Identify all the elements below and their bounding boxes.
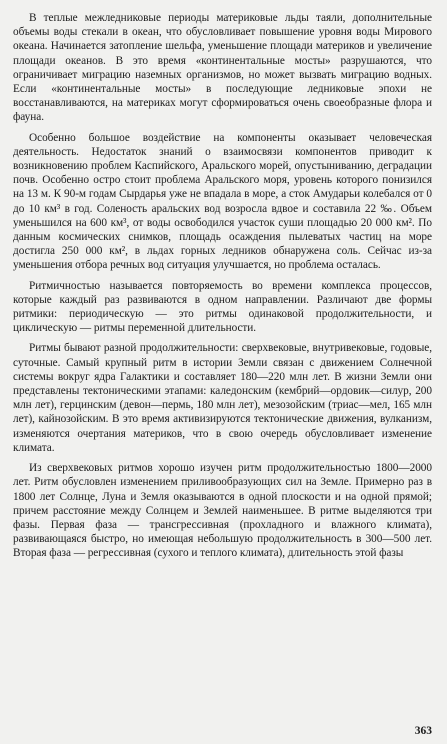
paragraph-interglacial: В теплые межледниковые периоды материковые льды таяли, дополнительные объемы воды стекали в океан, что обусловливает повышение уровня воды Мирового океана. Начинается затопление шельфа, уменьшение площади материков и увеличение площади океанов. В это время «континентальные мосты» разрушаются, что ограничивает миграцию наземных организмов, но может вызвать миграцию водных. Если «континентальные мосты» в последующие ледниковые эпохи не восстанавливаются, на материках могут сформироваться очень своеобразные флора и фауна. [13, 12, 432, 124]
page-number: 363 [414, 725, 432, 737]
paragraph-human-impact: Особенно большое воздействие на компоненты оказывает человеческая деятельность. Недостаток знаний о взаимосвязи компонентов приводит к возникновению проблем Каспийского, Аральского морей, опустыниванию, деградации почв. Особенно остро стоит проблема Аральского моря, уровень которого понизился на 13 м. К 90-м годам Сырдарья уже не впадала в море, а сток Амударьи колебался от 0 до 10 км³ в год. Соленость аральских вод возросла вдвое и составила 22 ‰. Объем уменьшился на 600 км³, от воды освободился участок суши площадью 20 000 км². По данным космических снимков, площадь осаждения пылеватых частиц на море достигла 250 000 км², в льдах горных ледников обнаружена соль. Сейчас из-за уменьшения отбора речных вод ситуация улучшается, но проблема осталась. [13, 131, 432, 272]
paragraph-rhythmicity-definition: Ритмичностью называется повторяемость во времени комплекса процессов, которые каждый раз развиваются в одном направлении. Различают две формы ритмики: периодическую — это ритмы одинаковой продолжительности, и циклическую — ритмы переменной длительности. [13, 279, 432, 335]
paragraph-supersecular-rhythm: Из сверхвековых ритмов хорошо изучен ритм продолжительностью 1800—2000 лет. Ритм обусловлен изменением приливообразующих сил на Земле. Примерно раз в 1800 лет Солнце, Луна и Земля оказываются в одной плоскости и на одной прямой; причем расстояние между Солнцем и Землей наименьшее. В ритме выделяются три фазы. Первая фаза — трансгрессивная (прохладного и влажного климата), развивающаяся быстро, но имеющая небольшую продолжительность в 300—500 лет. Вторая фаза — регрессивная (сухого и теплого климата), длительность этой фазы [13, 462, 432, 560]
paragraph-rhythm-types: Ритмы бывают разной продолжительности: сверхвековые, внутривековые, годовые, суточные. Самый крупный ритм в истории Земли связан с движением Солнечной системы вокруг ядра Галактики и составляет 180—220 млн лет. В жизни Земли они представлены тектоническими этапами: каледонским (кембрий—ордовик—силур, 200 млн лет), герцинским (девон—пермь, 180 млн лет), мезозойским (триас—мел, 165 млн лет), кайнозойским. В это время активизируются тектонические движения, вулканизм, изменяются очертания материков, что в свою очередь обусловливает изменение климата. [13, 342, 432, 454]
